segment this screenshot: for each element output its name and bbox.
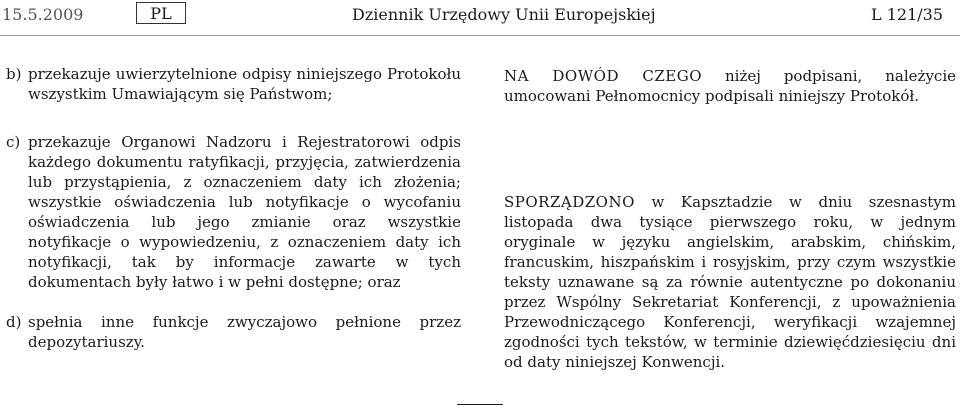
witness-lead: NA DOWÓD CZEGO <box>504 67 703 85</box>
publication-date: 15.5.2009 <box>2 5 84 24</box>
list-text-c: przekazuje Organowi Nadzoru i Rejestratorowi odpis każdego dokumentu ratyfikacji, przyjęcia, zatwierdzenia lub przystąpienia, z oznaczeniem daty ich złożenia; wszystkie oświadczenia lub notyfikacje o wycofaniu oświadczenia lub jego zmianie oraz wszystkie notyfikacje o wypowiedzeniu, z oznaczeniem daty ich notyfikacji, tak by informacje zawarte w tych dokumentach były łatwo i w pełni dostępne; oraz <box>28 133 461 291</box>
list-item-c <box>6 132 461 292</box>
list-marker-d: d) <box>6 313 22 331</box>
language-badge: PL <box>136 2 186 24</box>
list-marker-b: b) <box>6 65 22 83</box>
done-at-paragraph <box>504 192 956 372</box>
list-marker-c: c) <box>6 133 21 151</box>
left-column <box>6 64 461 352</box>
journal-title: Dziennik Urzędowy Unii Europejskiej <box>352 5 656 24</box>
list-text-d: spełnia inne funkcje zwyczajowo pełnione przez depozytariuszy. <box>28 313 461 351</box>
page-reference: L 121/35 <box>871 5 943 24</box>
list-item-b <box>6 64 461 104</box>
witness-text: niżej podpisani, należycie umocowani Pełnomocnicy podpisali niniejszy Protokół. <box>504 67 956 105</box>
footer-divider <box>457 404 503 405</box>
witness-paragraph <box>504 66 956 106</box>
done-at-lead: SPORZĄDZONO <box>504 193 635 211</box>
header-divider <box>0 35 960 36</box>
list-text-b: przekazuje uwierzytelnione odpisy niniejszego Protokołu wszystkim Umawiającym się Państwom; <box>28 65 461 103</box>
list-item-d <box>6 312 461 352</box>
right-column <box>504 66 956 372</box>
done-at-text: w Kapsztadzie w dniu szesnastym listopada dwa tysiące pierwszego roku, w jednym oryginale w języku angielskim, arabskim, chińskim, francuskim, hiszpańskim i rosyjskim, przy czym wszystkie teksty uznawane są za równie autentyczne po dokonaniu przez Wspólny Sekretariat Konferencji, z upoważnienia Przewodniczącego Konferencji, weryfikacji wzajemnej zgodności tych tekstów, w terminie dziewięćdziesięciu dni od daty niniejszej Konwencji. <box>504 193 956 371</box>
